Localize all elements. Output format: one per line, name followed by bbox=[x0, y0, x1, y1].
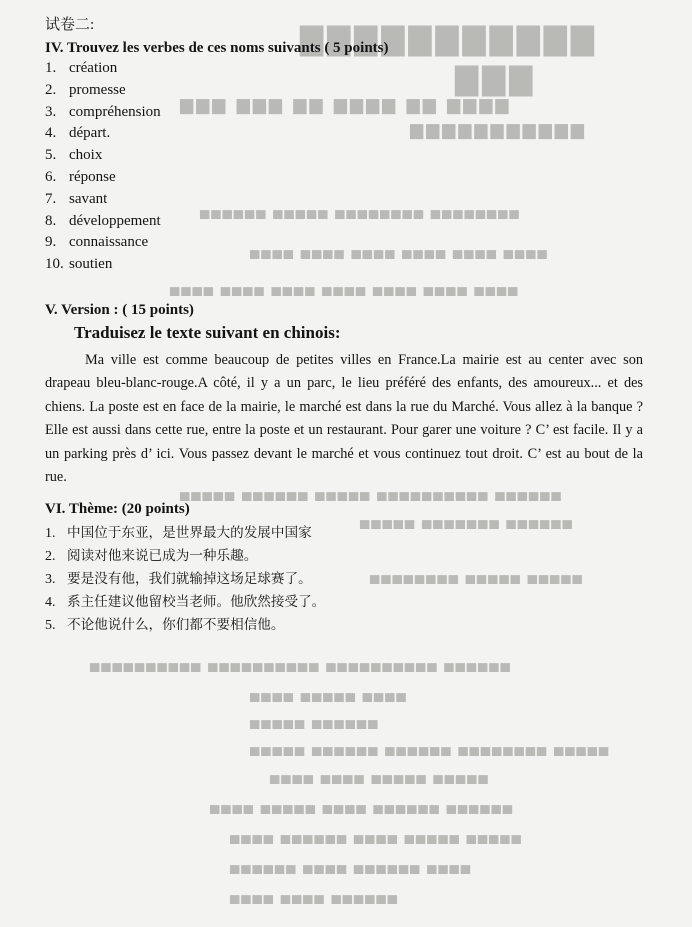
item-text: 要是没有他，我们就输掉这场足球赛了。 bbox=[67, 571, 312, 587]
bleed-through-mark: ▅▅▅▅▅ ▅▅▅▅▅▅ ▅▅▅▅▅▅ ▅▅▅▅▅▅▅▅ ▅▅▅▅▅ bbox=[250, 742, 611, 756]
item-number: 10. bbox=[45, 256, 64, 273]
section-vi-list bbox=[45, 522, 325, 637]
item-text: réponse bbox=[69, 168, 116, 185]
list-item bbox=[45, 522, 325, 545]
bleed-through-mark: ▅▅▅▅ ▅▅▅▅ ▅▅▅▅ ▅▅▅▅ ▅▅▅▅ ▅▅▅▅ ▅▅▅▅ bbox=[170, 282, 520, 296]
section-v-paragraph bbox=[45, 349, 643, 489]
item-number: 4. bbox=[45, 595, 56, 610]
list-item bbox=[45, 254, 161, 276]
bleed-through-mark: ▅▅▅▅▅▅▅▅▅▅ ▅▅▅▅▅▅▅▅▅▅ ▅▅▅▅▅▅▅▅▅▅ ▅▅▅▅▅▅ bbox=[90, 658, 512, 672]
item-number: 3. bbox=[45, 572, 56, 587]
bleed-through-mark: ▅▅▅▅▅▅▅▅ ▅▅▅▅▅ ▅▅▅▅▅ bbox=[370, 570, 584, 584]
item-text: soutien bbox=[69, 256, 113, 273]
item-text: départ. bbox=[69, 125, 111, 142]
bleed-through-mark: ▅▅▅▅ ▅▅▅▅ ▅▅▅▅▅ ▅▅▅▅▅ bbox=[270, 770, 490, 784]
bleed-through-mark: ▅▅▅▅▅ ▅▅▅▅▅▅▅ ▅▅▅▅▅▅ bbox=[360, 515, 574, 529]
item-number: 1. bbox=[45, 60, 57, 76]
item-number: 2. bbox=[45, 549, 56, 564]
list-item bbox=[45, 167, 161, 189]
list-item bbox=[45, 545, 325, 568]
item-text: promesse bbox=[69, 81, 126, 98]
paragraph-text: Ma ville est comme beaucoup de petites villes en France.La mairie est au center avec son drapeau bleu-blanc-rouge.A côté, il y a un parc, le lieu préféré des enfants, des amoureux... et des chiens. La poste est en face de la mairie, le marché est dans la rue du Marché. Vous allez à la banque ? Elle est aussi dans cette rue, entre la poste et un restaurant. Pour garer une voiture ? C’ est facile. Il y a un parking près d’ ici. Vous passez devant le marché et vous continuez tout droit. C’ est au bout de la rue. bbox=[45, 352, 643, 486]
list-item bbox=[45, 102, 161, 124]
bleed-through-mark: ▅▅▅▅ ▅▅▅▅▅▅ ▅▅▅▅ ▅▅▅▅▅ ▅▅▅▅▅ bbox=[230, 830, 523, 844]
item-number: 3. bbox=[45, 103, 57, 120]
bleed-through-mark: ▅▅▅▅ ▅▅▅▅▅ ▅▅▅▅ bbox=[250, 688, 408, 702]
list-item bbox=[45, 614, 325, 637]
bleed-through-mark: ▅▅▅▅▅ ▅▅▅▅▅▅ ▅▅▅▅▅ ▅▅▅▅▅▅▅▅▅▅ ▅▅▅▅▅▅ bbox=[180, 487, 563, 501]
list-item bbox=[45, 568, 325, 591]
item-number: 8. bbox=[45, 212, 57, 229]
section-v-instruction: Traduisez le texte suivant en chinois: bbox=[74, 323, 341, 342]
section-iv-title: IV. Trouvez les verbes de ces noms suivants ( 5 points) bbox=[45, 40, 389, 56]
section-iv-list bbox=[45, 58, 161, 276]
bleed-through-mark: ▆▆▆▆▆▆▆▆▆▆▆ bbox=[410, 120, 587, 140]
item-text: savant bbox=[69, 190, 108, 207]
section-v-title: V. Version : ( 15 points) bbox=[45, 302, 194, 318]
item-number: 2. bbox=[45, 81, 57, 98]
item-text: compréhension bbox=[69, 103, 161, 120]
item-number: 7. bbox=[45, 190, 57, 207]
bleed-through-mark: ▅▅▅▅▅▅ ▅▅▅▅ ▅▅▅▅▅▅ ▅▅▅▅ bbox=[230, 860, 473, 874]
bleed-through-mark: ▅▅▅▅ ▅▅▅▅ ▅▅▅▅▅▅ bbox=[230, 890, 399, 904]
item-number: 9. bbox=[45, 234, 57, 251]
bleed-through-mark: ▇▇▇ bbox=[455, 62, 537, 97]
item-text: 阅读对他来说已成为一种乐趣。 bbox=[67, 548, 258, 564]
item-text: 不论他说什么，你们都不要相信他。 bbox=[67, 617, 285, 633]
bleed-through-mark: ▅▅▅▅ ▅▅▅▅▅ ▅▅▅▅ ▅▅▅▅▅▅ ▅▅▅▅▅▅ bbox=[210, 800, 514, 814]
item-text: connaissance bbox=[69, 234, 149, 251]
bleed-through-mark: ▇▇▇▇▇▇▇▇▇▇▇ bbox=[300, 22, 598, 57]
list-item bbox=[45, 189, 161, 211]
item-text: 中国位于东亚，是世界最大的发展中国家 bbox=[67, 525, 312, 541]
list-item bbox=[45, 58, 161, 80]
item-text: choix bbox=[69, 147, 103, 164]
list-item bbox=[45, 591, 325, 614]
list-item bbox=[45, 232, 161, 254]
list-item bbox=[45, 123, 161, 145]
bleed-through-mark: ▅▅▅▅▅ ▅▅▅▅▅▅ bbox=[250, 715, 380, 729]
item-text: création bbox=[69, 60, 118, 76]
item-number: 6. bbox=[45, 168, 57, 185]
bleed-through-mark: ▆▆▆ ▆▆▆ ▆▆ ▆▆▆▆ ▆▆ ▆▆▆▆ bbox=[180, 95, 512, 115]
bleed-through-mark: ▅▅▅▅ ▅▅▅▅ ▅▅▅▅ ▅▅▅▅ ▅▅▅▅ ▅▅▅▅ bbox=[250, 245, 549, 259]
paper-header: 试卷二: bbox=[45, 17, 95, 33]
item-text: développement bbox=[69, 212, 161, 229]
section-vi-title: VI. Thème: (20 points) bbox=[45, 501, 190, 517]
list-item bbox=[45, 145, 161, 167]
item-number: 5. bbox=[45, 147, 57, 164]
item-number: 1. bbox=[45, 526, 56, 541]
item-number: 5. bbox=[45, 618, 56, 633]
item-text: 系主任建议他留校当老师。他欣然接受了。 bbox=[67, 594, 326, 610]
bleed-through-mark: ▅▅▅▅▅▅ ▅▅▅▅▅ ▅▅▅▅▅▅▅▅ ▅▅▅▅▅▅▅▅ bbox=[200, 205, 521, 219]
list-item bbox=[45, 211, 161, 233]
list-item bbox=[45, 80, 161, 102]
item-number: 4. bbox=[45, 125, 57, 142]
